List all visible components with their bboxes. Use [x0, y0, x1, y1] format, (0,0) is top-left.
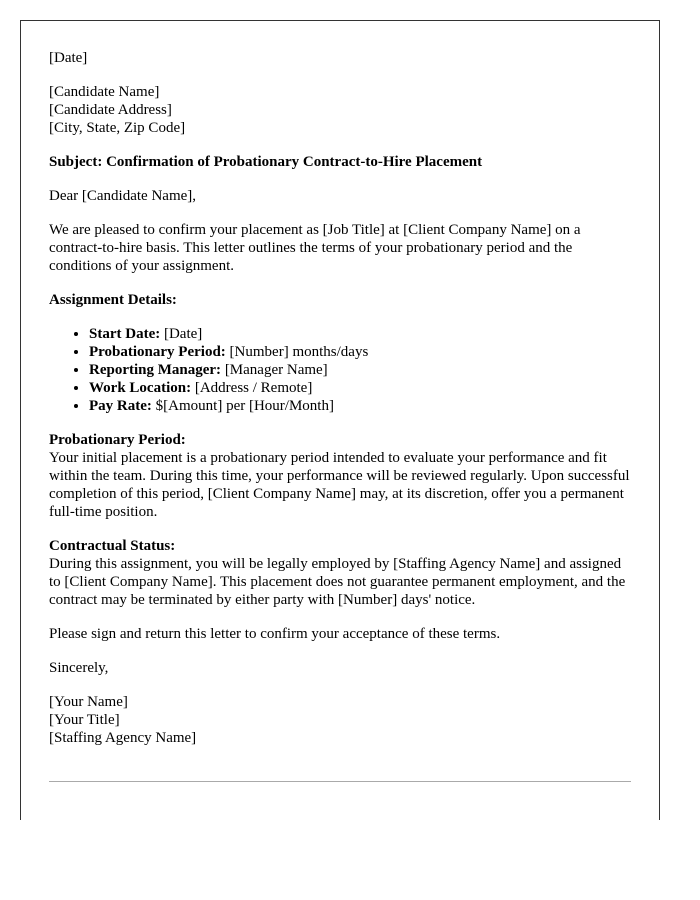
item-value: [Number] months/days — [225, 344, 369, 360]
footer-divider — [49, 781, 631, 782]
assignment-heading: Assignment Details: — [49, 292, 177, 308]
assignment-list — [49, 325, 631, 415]
item-label: Probationary Period: — [89, 344, 226, 360]
signature-agency: [Staffing Agency Name] — [49, 730, 197, 746]
item-label: Start Date: — [89, 326, 161, 342]
salutation: Dear [Candidate Name], — [49, 188, 197, 204]
intro-paragraph: We are pleased to confirm your placement as [Job Title] at [Client Company Name] on a contract-to-hire basis. This letter outlines the terms of your probationary period and the conditions of your assignment. — [49, 222, 581, 274]
item-value: [Manager Name] — [221, 362, 328, 378]
contract-body: During this assignment, you will be legally employed by [Staffing Agency Name] and assigned to [Client Company Name]. This placement does not guarantee permanent employment, and the contract may be terminated by either party with [Number] days' notice. — [49, 556, 626, 608]
letter-subject: Subject: Confirmation of Probationary Contract-to-Hire Placement — [49, 154, 483, 170]
probation-heading: Probationary Period: — [49, 432, 186, 448]
list-item — [89, 343, 631, 361]
closing-request: Please sign and return this letter to confirm your acceptance of these terms. — [49, 626, 501, 642]
signature-title: [Your Title] — [49, 712, 120, 728]
probation-body: Your initial placement is a probationary period intended to evaluate your performance and fit within the team. During this time, your performance will be reviewed regularly. Upon successful completion of this period, [Client Company Name] may, at its discretion, offer you a permanent full-time position. — [49, 450, 630, 520]
probation-section — [49, 431, 631, 521]
item-value: [Address / Remote] — [191, 380, 313, 396]
recipient-city: [City, State, Zip Code] — [49, 120, 186, 136]
contract-heading: Contractual Status: — [49, 538, 176, 554]
item-label: Pay Rate: — [89, 398, 152, 414]
letter-page — [20, 20, 660, 820]
signature-block — [49, 693, 631, 747]
contract-section — [49, 537, 631, 609]
recipient-name: [Candidate Name] — [49, 84, 160, 100]
list-item — [89, 379, 631, 397]
item-value: [Date] — [160, 326, 203, 342]
list-item — [89, 361, 631, 379]
item-label: Work Location: — [89, 380, 192, 396]
recipient-address: [Candidate Address] — [49, 102, 172, 118]
item-value: $[Amount] per [Hour/Month] — [151, 398, 334, 414]
list-item — [89, 325, 631, 343]
signature-name: [Your Name] — [49, 694, 128, 710]
letter-date: [Date] — [49, 50, 88, 66]
recipient-block — [49, 83, 631, 137]
signoff: Sincerely, — [49, 660, 109, 676]
list-item — [89, 397, 631, 415]
item-label: Reporting Manager: — [89, 362, 222, 378]
